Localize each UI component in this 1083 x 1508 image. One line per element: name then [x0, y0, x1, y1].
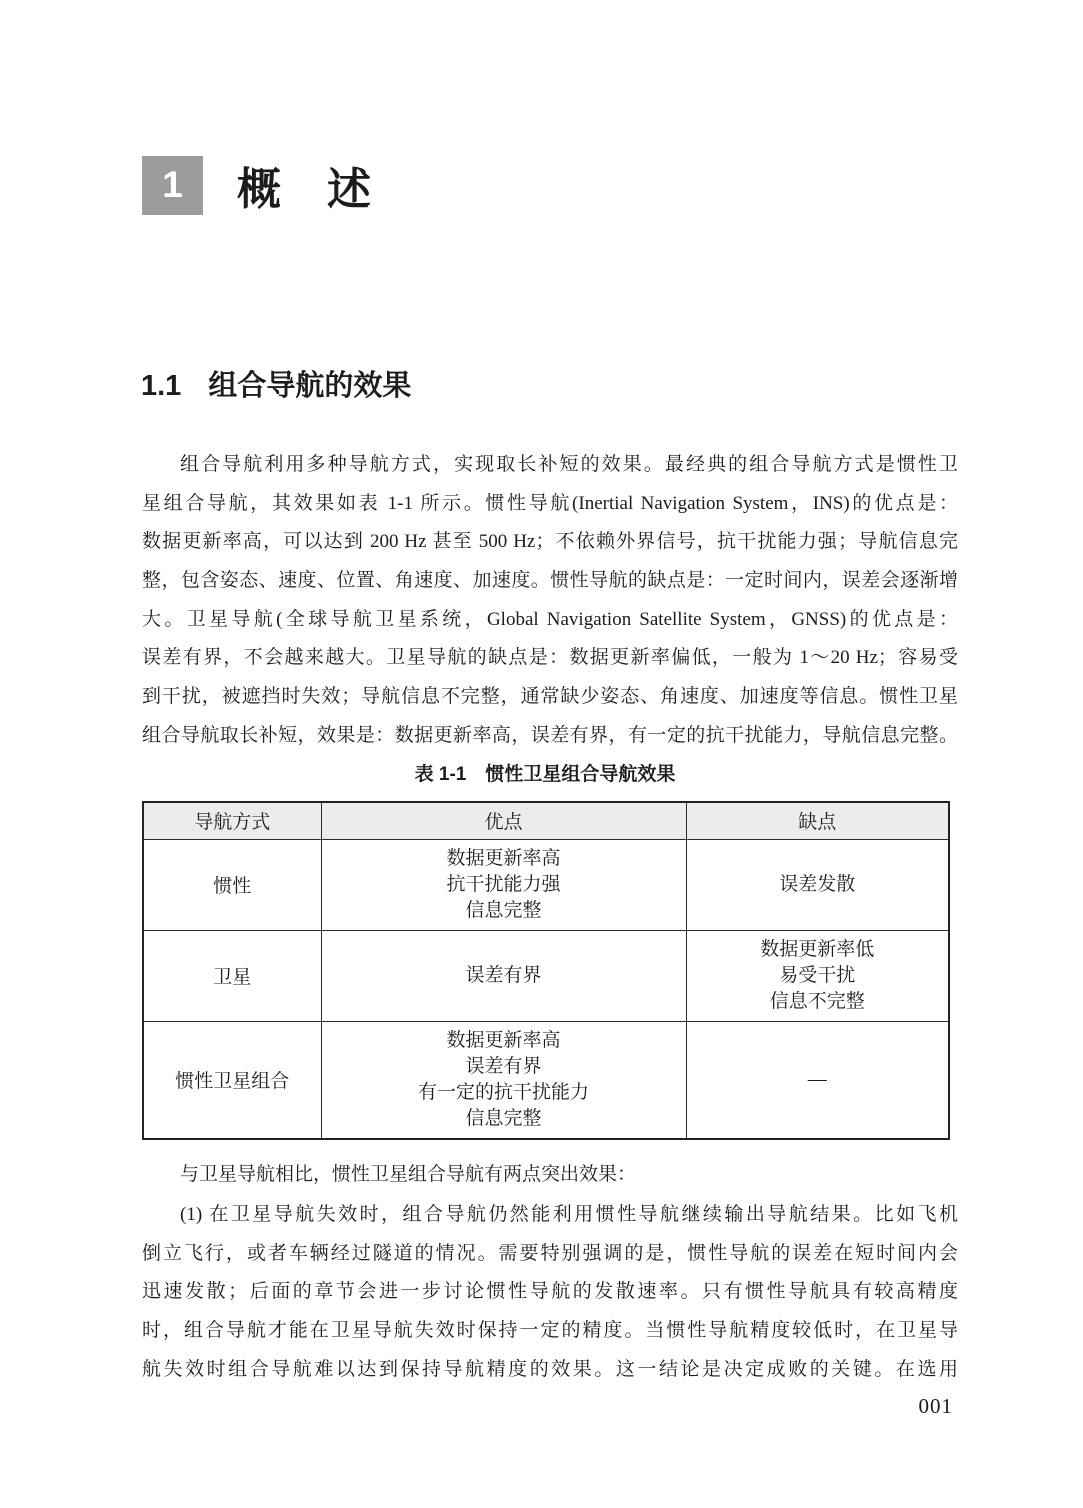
table-row [143, 930, 949, 1021]
navigation-effect-table [142, 801, 950, 1140]
text-line: 误差有界 [465, 964, 542, 986]
text-line: 信息完整 [465, 899, 542, 921]
col-header-method: 导航方式 [143, 802, 321, 839]
paragraph-intro [142, 446, 958, 756]
text-line: 与卫星导航相比，惯性卫星组合导航有两点突出效果： [180, 1164, 637, 1185]
cell-cons [686, 839, 949, 930]
text-line: 误差有界，不会越来越大。卫星导航的缺点是：数据更新率偏低，一般为 1～20 Hz；容易受 [142, 647, 958, 669]
text-line: 数据更新率高 [446, 847, 561, 869]
table-caption: 表 1-1 惯性卫星组合导航效果 [414, 764, 676, 785]
text-line: 时，组合导航才能在卫星导航失效时保持一定的精度。当惯性导航精度较低时，在卫星导 [142, 1320, 958, 1342]
chapter-header [142, 153, 372, 217]
col-header-pros: 优点 [321, 802, 686, 839]
text-line: 到干扰，被遮挡时失效；导航信息不完整，通常缺少姿态、角速度、加速度等信息。惯性卫星 [142, 686, 958, 708]
text-line: 星组合导航，其效果如表 1-1 所示。惯性导航(Inertial Navigation System，INS)的优点是： [142, 492, 958, 514]
text-line: 信息完整 [465, 1107, 542, 1129]
text-line: 误差有界 [465, 1055, 542, 1077]
text-line: 信息不完整 [769, 990, 865, 1012]
text-line: 误差发散 [779, 873, 856, 895]
page-number: 001 [918, 1394, 953, 1418]
cell-cons [686, 1021, 949, 1139]
text-line: 组合导航利用多种导航方式，实现取长补短的效果。最经典的组合导航方式是惯性卫 [180, 454, 958, 475]
chapter-number-box [142, 156, 203, 215]
cell-pros [321, 930, 686, 1021]
table-row [143, 839, 949, 930]
cell-method: 惯性 [143, 839, 321, 930]
section-heading [141, 366, 411, 406]
cell-pros [321, 839, 686, 930]
cell-method: 卫星 [143, 930, 321, 1021]
text-line: 数据更新率低 [760, 938, 875, 960]
text-line: 有一定的抗干扰能力 [417, 1081, 589, 1103]
text-line: 大。卫星导航(全球导航卫星系统，Global Navigation Satellite System，GNSS)的优点是： [142, 608, 958, 630]
text-line: 航失效时组合导航难以达到保持导航精度的效果。这一结论是决定成败的关键。在选用 [142, 1358, 958, 1380]
cell-method: 惯性卫星组合 [143, 1021, 321, 1139]
table-header-row [143, 802, 949, 839]
text-line: 数据更新率高，可以达到 200 Hz 甚至 500 Hz；不依赖外界信号，抗干扰能力强；导航信息完 [142, 531, 958, 553]
table-row [143, 1021, 949, 1139]
paragraph-lead [142, 1156, 958, 1195]
col-header-cons: 缺点 [686, 802, 949, 839]
cell-cons [686, 930, 949, 1021]
text-line: 易受干扰 [779, 964, 856, 986]
text-line: 倒立飞行，或者车辆经过隧道的情况。需要特别强调的是，惯性导航的误差在短时间内会 [142, 1242, 958, 1264]
text-line: 整，包含姿态、速度、位置、角速度、加速度。惯性导航的缺点是：一定时间内，误差会逐渐增 [142, 570, 958, 592]
section-title: 组合导航的效果 [208, 370, 412, 402]
cell-pros [321, 1021, 686, 1139]
text-line: (1) 在卫星导航失效时，组合导航仍然能利用惯性导航继续输出导航结果。比如飞机 [180, 1204, 958, 1225]
chapter-number: 1 [162, 164, 183, 205]
text-line: 组合导航取长补短，效果是：数据更新率高，误差有界，有一定的抗干扰能力，导航信息完整。 [142, 724, 958, 746]
text-line: 迅速发散；后面的章节会进一步讨论惯性导航的发散速率。只有惯性导航具有较高精度 [142, 1281, 958, 1303]
text-line: 抗干扰能力强 [446, 873, 561, 895]
text-line: — [807, 1068, 827, 1090]
section-number: 1.1 [141, 370, 182, 402]
chapter-title: 概 述 [237, 165, 372, 214]
paragraph-point-1 [142, 1196, 958, 1389]
text-line: 数据更新率高 [446, 1029, 561, 1051]
